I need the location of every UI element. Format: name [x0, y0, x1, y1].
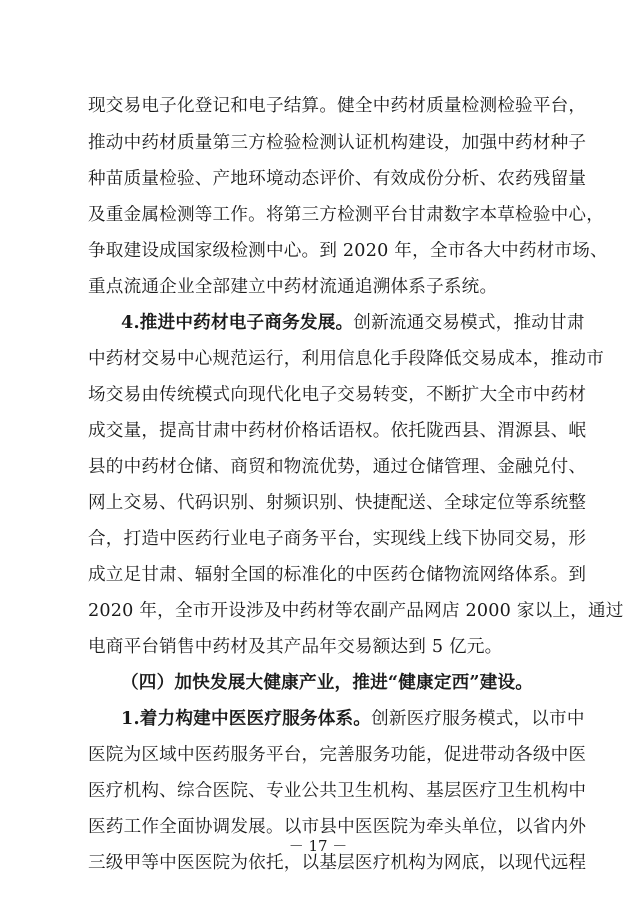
- page-number: － 17 －: [288, 837, 348, 855]
- text-line: 电商平台销售中药材及其产品年交易额达到 5 亿元。: [88, 637, 503, 657]
- text-line: 成立足甘肃、辐射全国的标准化的中医药仓储物流网络体系。到: [88, 565, 587, 585]
- text-line: 合，打造中医药行业电子商务平台，实现线上线下协同交易，形: [88, 529, 587, 549]
- text-line: 场交易由传统模式向现代化电子交易转变，不断扩大全市中药材: [88, 385, 587, 405]
- text-line: 三级甲等中医医院为依托，以基层医疗机构为网底，以现代远程: [88, 853, 587, 873]
- text-line: 县的中药材仓储、商贸和物流优势，通过仓储管理、金融兑付、: [88, 457, 587, 477]
- text-line: 网上交易、代码识别、射频识别、快捷配送、全球定位等系统整: [88, 493, 587, 513]
- text-line: 中药材交易中心规范运行，利用信息化手段降低交易成本，推动市: [88, 349, 605, 369]
- section-heading: 4.推进中药材电子商务发展。: [121, 312, 354, 333]
- text-line: 推动中药材质量第三方检验检测认证机构建设，加强中药材种子: [88, 133, 587, 153]
- text-line: 医疗机构、综合医院、专业公共卫生机构、基层医疗卫生机构中: [88, 781, 587, 801]
- text-line: 争取建设成国家级检测中心。到 2020 年，全市各大中药材市场、: [88, 241, 608, 261]
- text-line: 现交易电子化登记和电子结算。健全中药材质量检测检验平台，: [88, 96, 587, 116]
- section-heading: 1.着力构建中医医疗服务体系。: [121, 708, 372, 729]
- section-title: （四）加快发展大健康产业，推进“健康定西”建设。: [121, 672, 534, 693]
- text-line: 医院为区域中医药服务平台，完善服务功能，促进带动各级中医: [88, 745, 587, 765]
- text-line: 医药工作全面协调发展。以市县中医医院为牵头单位，以省内外: [88, 817, 587, 837]
- text-line: 重点流通企业全部建立中药材流通追溯体系子系统。: [88, 277, 498, 297]
- text-line: 4.推进中药材电子商务发展。创新流通交易模式，推动甘肃: [121, 312, 585, 333]
- text-line: 及重金属检测等工作。将第三方检测平台甘肃数字本草检验中心，: [88, 205, 605, 225]
- text-line: 成交量，提高甘肃中药材价格话语权。依托陇西县、渭源县、岷: [88, 421, 587, 441]
- text-line: 1.着力构建中医医疗服务体系。创新医疗服务模式，以市中: [121, 708, 585, 729]
- text-line: 2020 年，全市开设涉及中药材等农副产品网店 2000 家以上，通过: [88, 601, 624, 621]
- text-line: 种苗质量检验、产地环境动态评价、有效成份分析、农药残留量: [88, 169, 587, 189]
